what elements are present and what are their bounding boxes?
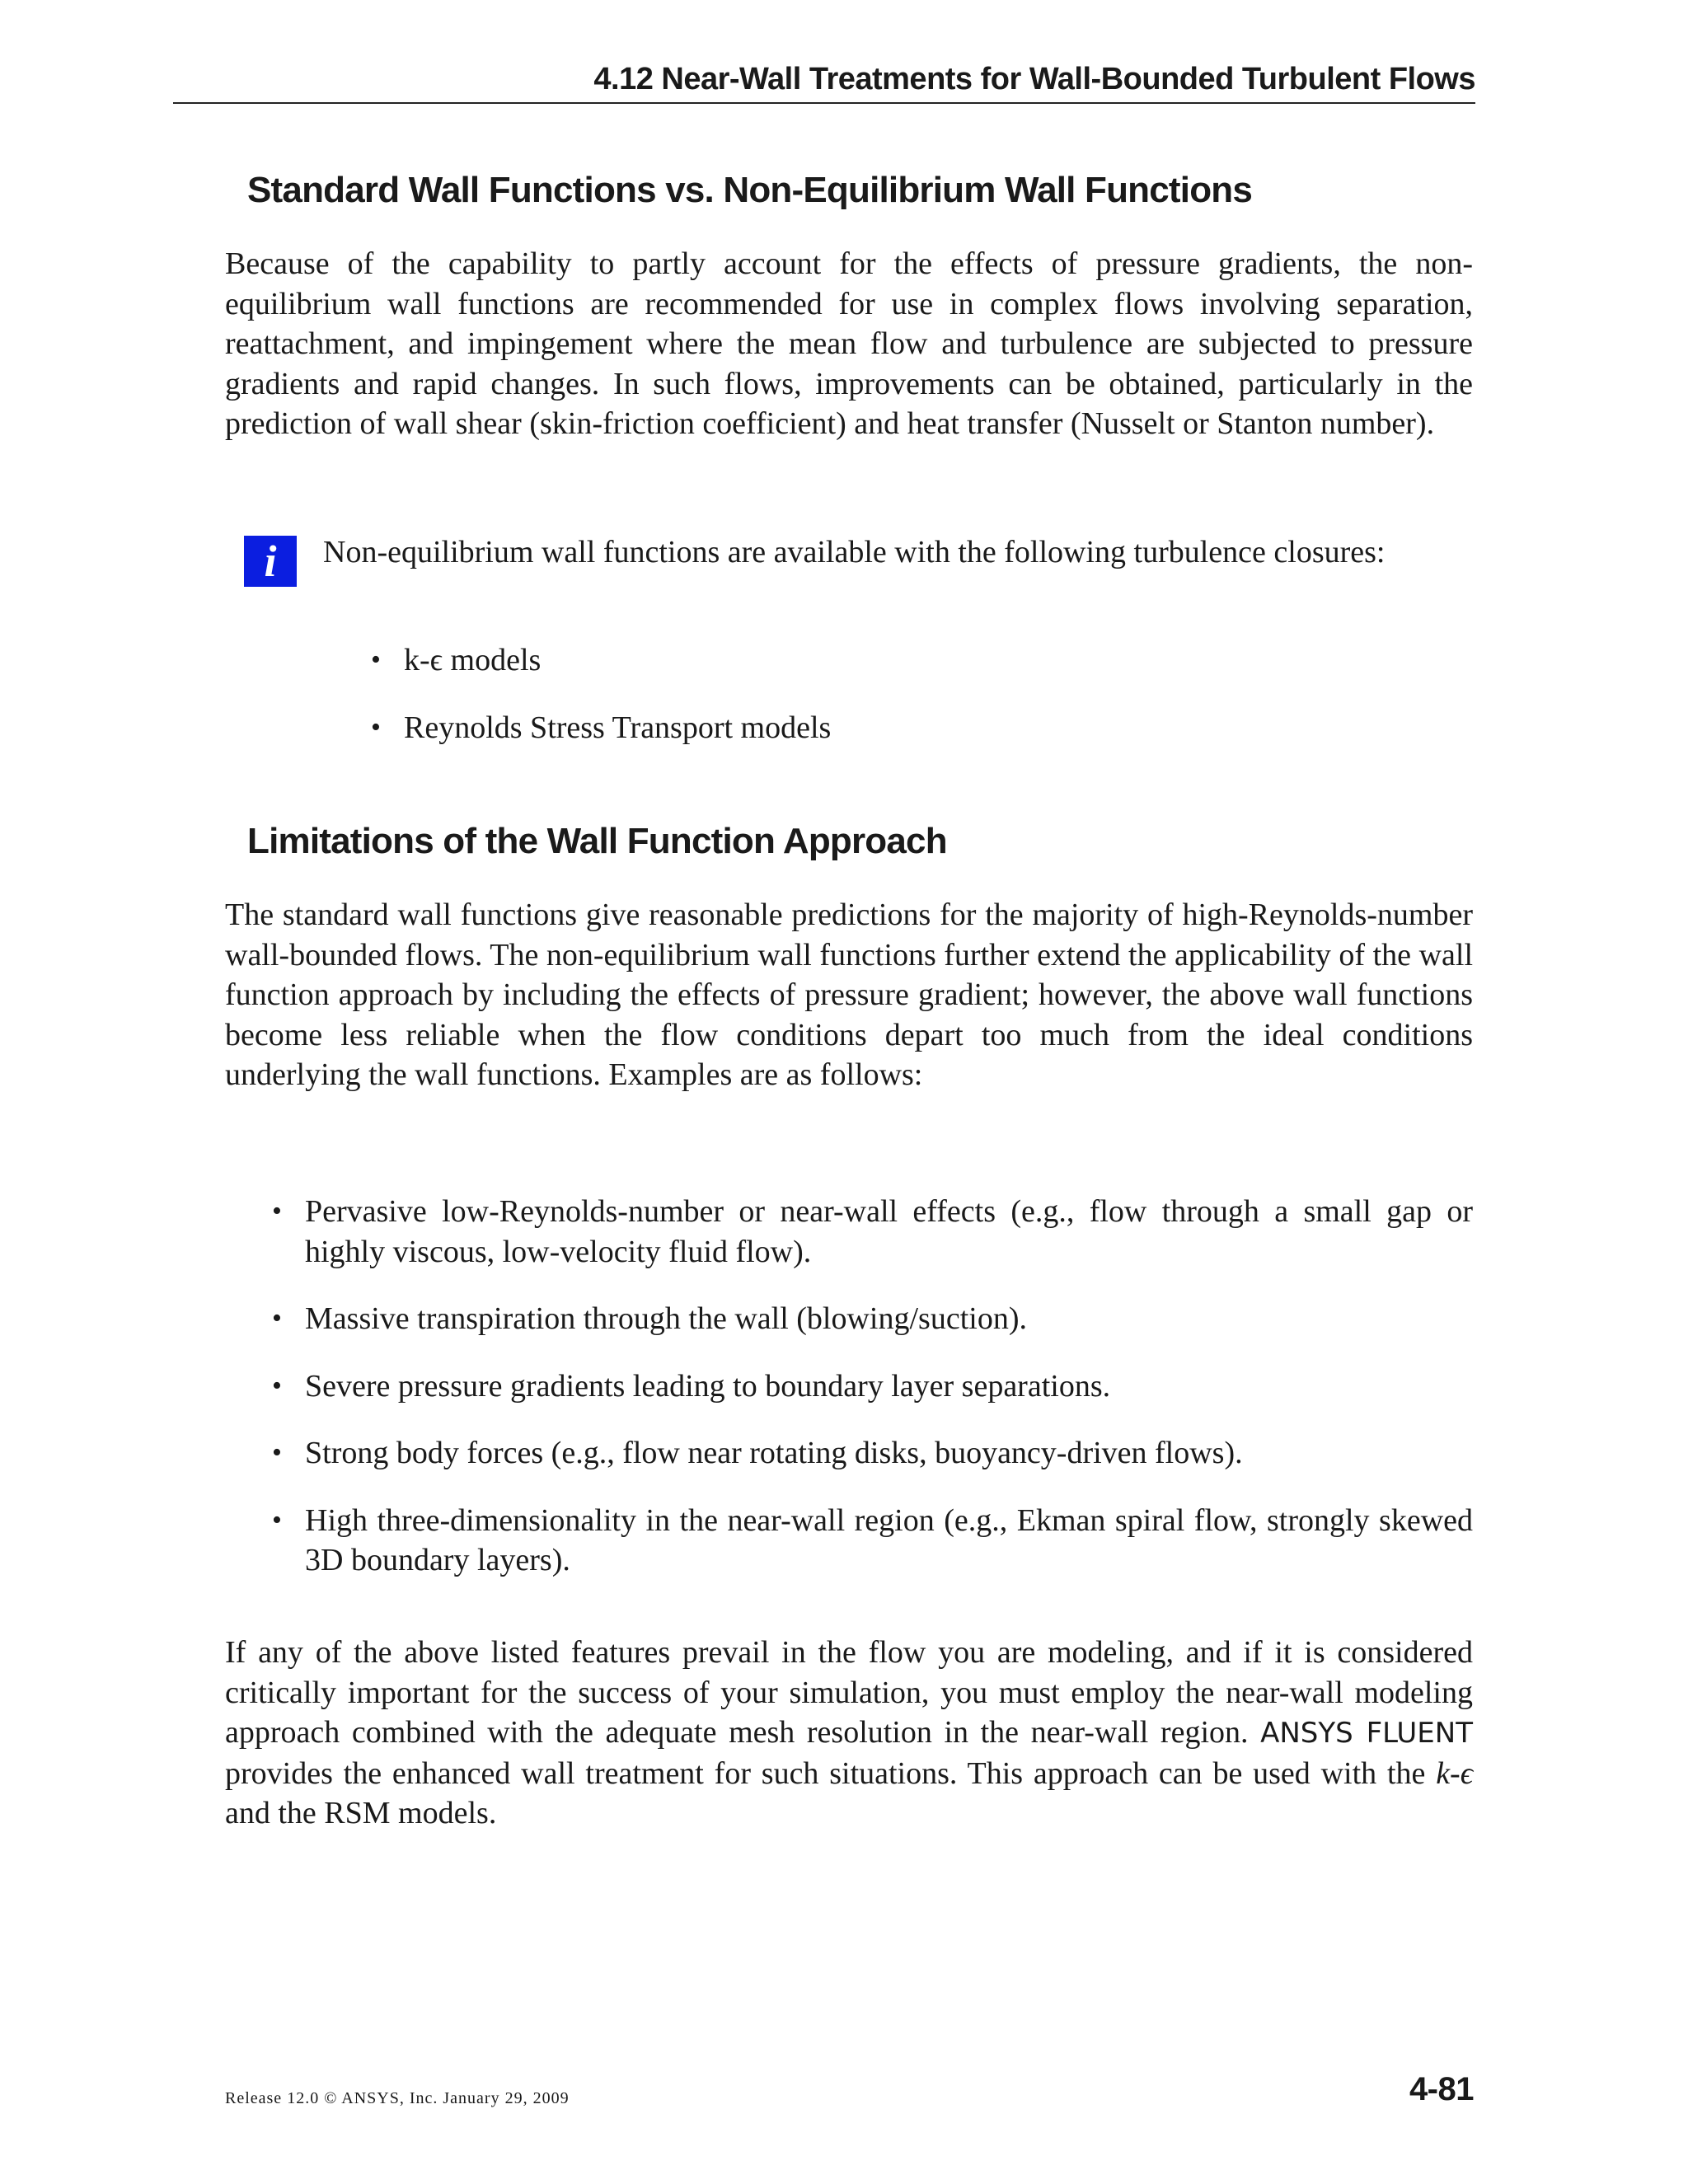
running-header-title: 4.12 Near-Wall Treatments for Wall-Bounded Turbulent Flows [593, 62, 1475, 96]
section-heading-limitations: Limitations of the Wall Function Approach [247, 821, 947, 861]
list-item [272, 1433, 1473, 1474]
info-icon: i [244, 536, 297, 587]
model-name: k-ϵ [1436, 1755, 1474, 1791]
closing-text-part1: If any of the above listed features prevail in the flow you are modeling, and if it is considered critically important for the success of your simulation, you must employ the near-wall modeling approach combined with the adequate mesh resolution in the near-wall region. [225, 1635, 1473, 1750]
closing-text-part3: and the RSM models. [225, 1796, 497, 1830]
list-item-text: Pervasive low-Reynolds-number or near-wall effects (e.g., flow through a small gap or highly viscous, low-velocity fluid flow). [305, 1194, 1473, 1269]
product-name: ANSYS FLUENT [1260, 1717, 1473, 1750]
list-item-text: k-ϵ models [404, 643, 542, 677]
note-turbulence-closures-list [371, 640, 1311, 775]
bullet-icon: • [272, 1504, 282, 1535]
note-text: Non-equilibrium wall functions are available with the following turbulence closures: [323, 535, 1386, 569]
list-item-text: High three-dimensionality in the near-wall region (e.g., Ekman spiral flow, strongly skewed 3D boundary layers). [305, 1502, 1473, 1577]
list-item [371, 640, 1311, 681]
running-header [173, 59, 1475, 104]
list-item-text: Reynolds Stress Transport models [404, 710, 832, 745]
limitations-examples-list [272, 1192, 1473, 1608]
bullet-icon: • [371, 711, 381, 743]
list-item [272, 1501, 1473, 1581]
bullet-icon: • [272, 1303, 282, 1333]
list-item-text: Strong body forces (e.g., flow near rotating disks, buoyancy-driven flows). [305, 1436, 1243, 1470]
paragraph-non-equilibrium-recommendation: Because of the capability to partly account for the effects of pressure gradients, the non-equilibrium wall functions are recommended for use in complex flows involving separation, reattachment, and impingement where the mean flow and turbulence are subjected to pressure gradients and rapid changes. In such flows, improvements can be obtained, particularly in the prediction of wall shear (skin-friction coefficient) and heat transfer (Nusselt or Stanton number). [225, 246, 1473, 441]
footer-release: Release 12.0 © ANSYS, Inc. January 29, 2009 [225, 2089, 570, 2107]
paragraph-limitations-intro: The standard wall functions give reasonable predictions for the majority of high-Reynolds-number wall-bounded flows. The non-equilibrium wall functions further extend the applicability of the wall function approach by including the effects of pressure gradient; however, the above wall functions become less reliable when the flow conditions depart too much from the ideal conditions underlying the wall functions. Examples are as follows: [225, 898, 1473, 1092]
page-number: 4-81 [1409, 2071, 1474, 2107]
list-item [272, 1192, 1473, 1272]
list-item [371, 708, 1311, 748]
list-item [272, 1299, 1473, 1339]
list-item-text: Severe pressure gradients leading to boundary layer separations. [305, 1368, 1111, 1404]
bullet-icon: • [272, 1437, 282, 1468]
list-item-text: Massive transpiration through the wall (blowing/suction). [305, 1301, 1027, 1336]
paragraph-closing-recommendation [225, 1633, 1473, 1834]
section-heading-wall-functions-comparison: Standard Wall Functions vs. Non-Equilibrium Wall Functions [247, 170, 1253, 210]
bullet-icon: • [272, 1196, 282, 1226]
list-item [272, 1366, 1473, 1407]
bullet-icon: • [272, 1370, 282, 1401]
closing-text-part2: provides the enhanced wall treatment for such situations. This approach can be used with the [225, 1755, 1426, 1791]
bullet-icon: • [371, 644, 381, 675]
